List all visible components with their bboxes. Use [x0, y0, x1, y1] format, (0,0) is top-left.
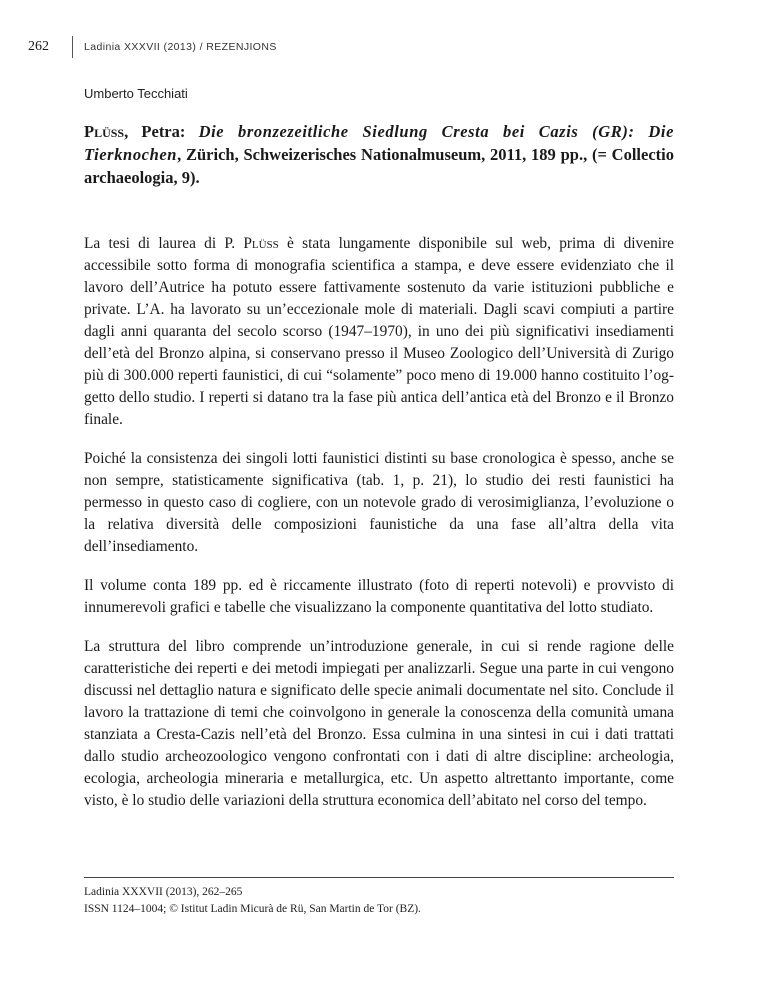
running-head	[0, 36, 768, 60]
footer-copyright: ISSN 1124–1004; © Istitut Ladin Micurà de Rü, San Martin de Tor (BZ).	[84, 903, 421, 915]
footer-citation: Ladinia XXXVII (2013), 262–265	[84, 886, 243, 898]
citation-publication: , Zürich, Schweizerisches Nationalmuseum, 2011, 189 pp., (= Collectio archaeologia, 9).	[84, 145, 674, 187]
paragraph: Poiché la consistenza dei singoli lotti faunistici distinti su base cronologica è spesso, anche se non sempre, statisticamente significativa (tab. 1, p. 21), lo studio dei resti faunistici ha permesso in questo caso di cogliere, con un notevole grado di verosimiglianza, l’evoluzione o la relativa diversità delle composizioni faunistiche da una fase all’altra della vita dell’insediamento.	[84, 450, 674, 555]
paragraph-text: La tesi di laurea di P.	[84, 235, 244, 252]
review-author: Umberto Tecchiati	[84, 86, 188, 101]
citation-author-given: , Petra:	[124, 122, 199, 141]
paragraph	[84, 233, 674, 431]
paragraph: Il volume conta 189 pp. ed è riccamente illustrato (foto di reperti notevoli) e provvisto di innumerevoli grafici e tabelle che visualizzano la componente quantitativa del lotto studiato.	[84, 577, 674, 616]
review-body	[84, 233, 674, 829]
footer	[84, 884, 421, 918]
citation-author-surname: Plüss	[84, 122, 125, 141]
paragraph: La struttura del libro comprende un’introduzione generale, in cui si rende ragione delle caratteristiche dei reperti e dei metodi impiegati per analizzarli. Segue una parte in cui vengono discussi nel dettaglio natura e significato delle specie animali documentate nel sito. Conclude il lavoro la trattazione di temi che coinvolgono in generale la conoscenza della comunità umana stanziata a Cresta-Cazis nell’età del Bronzo. Essa culmina in una sintesi in cui i dati trattati dallo studio archeozoologico vengono confrontati con i dati di altre discipline: archeologia, ecologia, archeologia mineraria e metallurgica, etc. Un aspetto altrettanto importante, come visto, è lo studio delle variazioni della struttura economica dell’abitato nel corso del tempo.	[84, 638, 674, 809]
footer-divider	[84, 877, 674, 878]
book-citation	[84, 120, 674, 189]
author-name-smallcaps: Plüss	[243, 235, 279, 252]
journal-running-title: Ladinia XXXVII (2013) / REZENJIONS	[84, 41, 277, 53]
citation-title: Die bronzezeitliche Siedlung Cresta bei Cazis (GR): Die Tierknochen	[84, 122, 674, 164]
paragraph-text: è stata lungamente disponibile sul web, prima di divenire accessibile sotto forma di monografia scientifica a stampa, e deve essere evidenziato che il lavoro dell’Autrice ha potuto essere fattivamente sostenuto da varie istituzioni pubbliche e private. L’A. ha lavorato su un’eccezionale mole di materiali. Dagli scavi compiuti a partire dagli anni quaranta del secolo scorso (1947–1970), in uno dei più significativi insediamenti dell’età del Bronzo alpina, si conservano presso il Museo Zoologico dell’Università di Zurigo più di 300.000 reperti faunistici, di cui “solamente” poco meno di 19.000 hanno costituito l’oggetto dello studio. I reperti si datano tra la fase più antica dell’antica età del Bronzo e il Bronzo finale.	[84, 235, 674, 428]
header-divider	[72, 36, 73, 58]
page-number: 262	[28, 39, 49, 54]
